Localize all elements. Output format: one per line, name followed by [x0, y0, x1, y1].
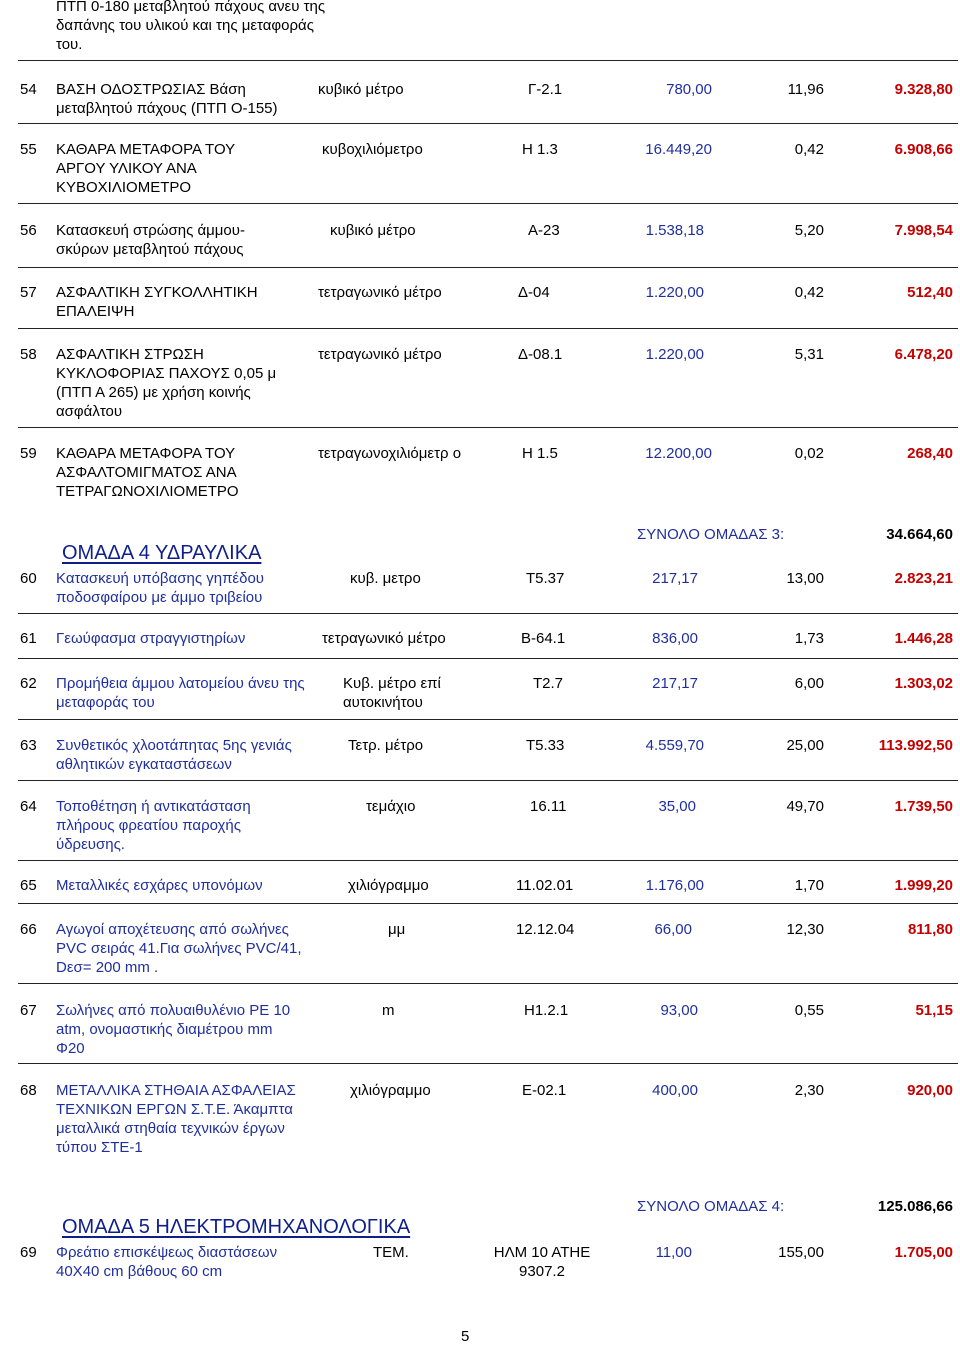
- item-number: 58: [20, 346, 37, 363]
- item-code: ΗΛΜ 10 ΑΤΗΕ 9307.2: [493, 1244, 591, 1280]
- item-number: 54: [20, 81, 37, 98]
- row-divider: [18, 267, 958, 268]
- group-4-total-value: 125.086,66: [877, 1198, 953, 1215]
- row-divider: [18, 860, 958, 861]
- item-unit-price: 49,70: [786, 798, 824, 815]
- item-number: 64: [20, 798, 37, 815]
- item-code: Η 1.3: [522, 141, 558, 158]
- item-unit-price: 0,55: [794, 1002, 824, 1019]
- item-quantity: 4.559,70: [645, 737, 704, 754]
- item-unit-price: 0,42: [794, 141, 824, 158]
- item-unit: κυβικό μέτρο: [318, 81, 404, 98]
- item-unit: ΤΕΜ.: [373, 1244, 409, 1261]
- group-4-heading: ΟΜΑΔΑ 4 ΥΔΡΑΥΛΙΚΑ: [62, 542, 262, 564]
- item-unit: τετραγωνικό μέτρο: [318, 284, 442, 301]
- row-divider: [18, 1063, 958, 1064]
- item-number: 59: [20, 445, 37, 462]
- row-divider: [18, 719, 958, 720]
- row-divider: [18, 203, 958, 204]
- item-unit: τετραγωνοχιλιόμετρ ο: [318, 445, 462, 462]
- item-quantity: 400,00: [652, 1082, 698, 1099]
- item-total: 6.908,66: [894, 141, 953, 158]
- item-quantity: 12.200,00: [645, 445, 712, 462]
- item-quantity: 1.220,00: [645, 346, 704, 363]
- group-4-total-label: ΣΥΝΟΛΟ ΟΜΑΔΑΣ 4:: [637, 1198, 785, 1215]
- item-unit-price: 5,20: [794, 222, 824, 239]
- item-quantity: 1.176,00: [645, 877, 704, 894]
- item-description: Μεταλλικές εσχάρες υπονόμων: [56, 877, 263, 894]
- item-unit-price: 25,00: [786, 737, 824, 754]
- item-quantity: 1.538,18: [645, 222, 704, 239]
- page-number: 5: [461, 1328, 470, 1345]
- item-unit: κυβικό μέτρο: [330, 222, 416, 239]
- item-unit-price: 1,73: [794, 630, 824, 647]
- item-code: Δ-04: [518, 284, 550, 301]
- item-number: 60: [20, 570, 37, 587]
- item-total: 7.998,54: [894, 222, 953, 239]
- item-unit: κυβοχιλιόμετρο: [322, 141, 423, 158]
- item-total: 268,40: [907, 445, 953, 462]
- item-total: 1.739,50: [894, 798, 953, 815]
- row-divider: [18, 780, 958, 781]
- item-quantity: 836,00: [652, 630, 698, 647]
- item-unit-price: 12,30: [786, 921, 824, 938]
- item-unit: Κυβ. μέτρο επί αυτοκινήτου: [343, 675, 441, 711]
- row-divider: [18, 903, 958, 904]
- item-total: 1.999,20: [894, 877, 953, 894]
- group-3-total-value: 34.664,60: [886, 526, 953, 543]
- item-unit: τεμάχιο: [366, 798, 416, 815]
- item-description: Φρεάτιο επισκέψεως διαστάσεων 40Χ40 cm βάθους 60 cm: [56, 1244, 278, 1280]
- item-code: 12.12.04: [516, 921, 575, 938]
- item-unit-price: 2,30: [794, 1082, 824, 1099]
- row-divider: [18, 123, 958, 124]
- item-description: Κατασκευή στρώσης άμμου-σκύρων μεταβλητού πάχους: [56, 222, 245, 258]
- item-code: Η 1.5: [522, 445, 558, 462]
- row-divider: [18, 60, 958, 61]
- item-number: 65: [20, 877, 37, 894]
- item-code: Α-23: [528, 222, 560, 239]
- item-code: Ε-02.1: [522, 1082, 567, 1099]
- item-unit: m: [382, 1002, 395, 1019]
- item-total: 1.446,28: [894, 630, 953, 647]
- item-number: 56: [20, 222, 37, 239]
- item-total: 9.328,80: [894, 81, 953, 98]
- item-unit-price: 0,42: [794, 284, 824, 301]
- item-unit-price: 13,00: [786, 570, 824, 587]
- item-unit: Τετρ. μέτρο: [348, 737, 424, 754]
- item-code: Δ-08.1: [518, 346, 563, 363]
- item-unit-price: 1,70: [794, 877, 824, 894]
- item-code: Τ5.33: [526, 737, 565, 754]
- item-number: 57: [20, 284, 37, 301]
- item-quantity: 93,00: [660, 1002, 698, 1019]
- item-quantity: 217,17: [652, 675, 698, 692]
- row-divider: [18, 658, 958, 659]
- item-description: Κατασκευή υπόβασης γηπέδου ποδοσφαίρου με άμμο τριβείου: [56, 570, 265, 606]
- item-description: ΑΣΦΑΛΤΙΚΗ ΣΤΡΩΣΗ ΚΥΚΛΟΦΟΡΙΑΣ ΠΑΧΟΥΣ 0,05 μ (ΠΤΠ Α 265) με χρήση κοινής ασφάλτου: [56, 346, 277, 420]
- item-total: 811,80: [907, 921, 953, 938]
- item-number: 67: [20, 1002, 37, 1019]
- item-description: Σωλήνες από πολυαιθυλένιο PE 10 atm, ονομαστικής διαμέτρου mm Φ20: [56, 1002, 291, 1057]
- item-unit: μμ: [388, 921, 406, 938]
- item-number: 61: [20, 630, 37, 647]
- item-unit-price: 155,00: [778, 1244, 824, 1261]
- item-quantity: 16.449,20: [645, 141, 712, 158]
- item-quantity: 217,17: [652, 570, 698, 587]
- item-code: Β-64.1: [521, 630, 566, 647]
- item-description: ΒΑΣΗ ΟΔΟΣΤΡΩΣΙΑΣ Βάση μεταβλητού πάχους (ΠΤΠ Ο-155): [56, 81, 278, 117]
- item-total: 6.478,20: [894, 346, 953, 363]
- item-number: 63: [20, 737, 37, 754]
- item-unit-price: 6,00: [794, 675, 824, 692]
- item-quantity: 11,00: [655, 1244, 692, 1261]
- item-code: 11.02.01: [516, 877, 574, 894]
- item-code: Τ2.7: [533, 675, 564, 692]
- item-unit: χιλιόγραμμο: [350, 1082, 431, 1099]
- item-unit-price: 5,31: [794, 346, 824, 363]
- item-description: Προμήθεια άμμου λατομείου άνευ της μεταφοράς του: [56, 675, 305, 711]
- item-total: 51,15: [915, 1002, 953, 1019]
- item-description: ΚΑΘΑΡΑ ΜΕΤΑΦΟΡΑ ΤΟΥ ΑΡΓΟΥ ΥΛΙΚΟΥ ΑΝΑ ΚΥΒΟΧΙΛΙΟΜΕΤΡΟ: [56, 141, 235, 196]
- item-total: 1.303,02: [894, 675, 953, 692]
- item-code: Τ5.37: [526, 570, 565, 587]
- item-number: 62: [20, 675, 37, 692]
- item-description: Τοποθέτηση ή αντικατάσταση πλήρους φρεατίου παροχής ύδρευσης.: [56, 798, 251, 853]
- item-quantity: 780,00: [666, 81, 712, 98]
- item-description: Αγωγοί αποχέτευσης από σωλήνες PVC σειράς 41.Για σωλήνες PVC/41, Dεσ= 200 mm .: [56, 921, 302, 976]
- item-number: 68: [20, 1082, 37, 1099]
- item-total: 920,00: [907, 1082, 953, 1099]
- item-unit: τετραγωνικό μέτρο: [318, 346, 442, 363]
- item-description: Γεωύφασμα στραγγιστηρίων: [56, 630, 246, 647]
- item-number: 55: [20, 141, 37, 158]
- row-divider: [18, 613, 958, 614]
- item-number: 69: [20, 1244, 37, 1261]
- item-code: 16.11: [530, 798, 567, 815]
- item-quantity: 66,00: [654, 921, 692, 938]
- item-quantity: 35,00: [658, 798, 696, 815]
- item-total: 1.705,00: [894, 1244, 953, 1261]
- row-divider: [18, 427, 958, 428]
- item-total: 113.992,50: [878, 737, 953, 754]
- item-code: Γ-2.1: [528, 81, 563, 98]
- item-total: 512,40: [907, 284, 953, 301]
- item-code: Η1.2.1: [524, 1002, 569, 1019]
- item-unit-price: 11,96: [787, 81, 824, 98]
- item-unit: χιλιόγραμμο: [348, 877, 429, 894]
- row-divider: [18, 328, 958, 329]
- item-unit: κυβ. μετρο: [350, 570, 421, 587]
- item-quantity: 1.220,00: [645, 284, 704, 301]
- item-description: ΚΑΘΑΡΑ ΜΕΤΑΦΟΡΑ ΤΟΥ ΑΣΦΑΛΤΟΜΙΓΜΑΤΟΣ ΑΝΑ ΤΕΤΡΑΓΩΝΟΧΙΛΙΟΜΕΤΡΟ: [56, 445, 239, 500]
- item-unit-price: 0,02: [794, 445, 824, 462]
- item-description: ΜΕΤΑΛΛΙΚΑ ΣΤΗΘΑΙΑ ΑΣΦΑΛΕΙΑΣ ΤΕΧΝΙΚΩΝ ΕΡΓΩΝ Σ.Τ.Ε. Άκαμπτα μεταλλικά στηθαία τεχνικών έργων τύπου ΣΤΕ-1: [56, 1082, 296, 1156]
- group-5-heading: ΟΜΑΔΑ 5 ΗΛΕΚΤΡΟΜΗΧΑΝΟΛΟΓΙΚΑ: [62, 1216, 411, 1238]
- item-description: ΑΣΦΑΛΤΙΚΗ ΣΥΓΚΟΛΛΗΤΙΚΗ ΕΠΑΛΕΙΨΗ: [56, 284, 258, 320]
- item-number: 66: [20, 921, 37, 938]
- item-description: Συνθετικός χλοοτάπητας 5ης γενιάς αθλητικών εγκαταστάσεων: [56, 737, 292, 773]
- item-unit: τετραγωνικό μέτρο: [322, 630, 446, 647]
- group-3-total-label: ΣΥΝΟΛΟ ΟΜΑΔΑΣ 3:: [637, 526, 785, 543]
- item-total: 2.823,21: [894, 570, 953, 587]
- intro-text: ΠΤΠ 0-180 μεταβλητού πάχους ανευ της δαπάνης του υλικού και της μεταφοράς του.: [56, 0, 326, 53]
- row-divider: [18, 983, 958, 984]
